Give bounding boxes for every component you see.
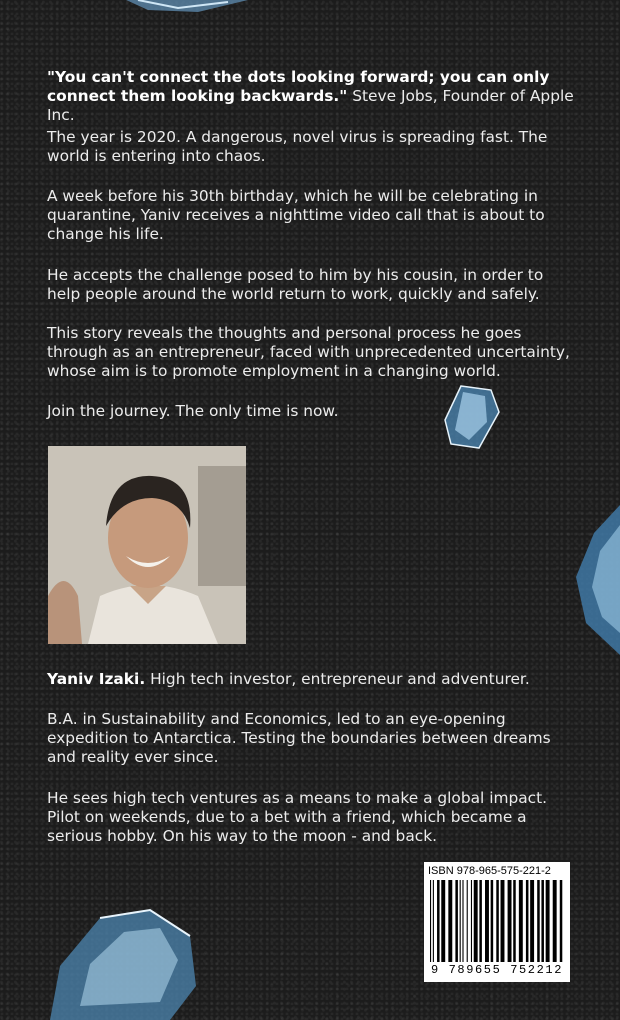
- barcode-bar: [479, 880, 482, 962]
- barcode-bar: [485, 880, 489, 962]
- author-photo: [48, 446, 246, 644]
- barcode-bar: [530, 880, 534, 962]
- barcode-bar: [474, 880, 478, 962]
- blurb-paragraph: A week before his 30th birthday, which he will be celebrating in quarantine, Yaniv receives a nighttime video call that is about to change his life.: [47, 187, 545, 243]
- barcode-bar: [455, 880, 458, 962]
- barcode-bar: [467, 880, 468, 962]
- ice-crystal-top: [108, 0, 258, 22]
- barcode-bar: [462, 880, 463, 962]
- ice-crystal-bottom: [40, 906, 200, 1020]
- barcode-bar: [541, 880, 544, 962]
- isbn-barcode: [424, 862, 570, 982]
- quote-text: "You can't connect the dots looking forward; you can only connect them looking backwards.": [47, 68, 550, 105]
- blurb-paragraph: The year is 2020. A dangerous, novel virus is spreading fast. The world is entering into chaos.: [47, 128, 548, 165]
- barcode-bar: [519, 880, 523, 962]
- barcode-bar: [526, 880, 529, 962]
- barcode-bar: [553, 880, 557, 962]
- barcode-bar: [560, 880, 563, 962]
- blurb-paragraph: This story reveals the thoughts and personal process he goes through as an entrepreneur, faced with unprecedented uncertainty, whose aim is to promote employment in a changing world.: [47, 324, 570, 380]
- barcode-bar: [496, 880, 499, 962]
- ice-crystal-right: [572, 505, 620, 655]
- barcode-bar: [433, 880, 434, 962]
- author-intro: [47, 670, 577, 689]
- barcode-bar: [537, 880, 540, 962]
- barcode-bar: [430, 880, 431, 962]
- author-name: Yaniv Izaki.: [47, 670, 146, 688]
- isbn-label: ISBN 978-965-575-221-2: [428, 865, 551, 877]
- barcode-bar: [437, 880, 440, 962]
- barcode-bar: [448, 880, 452, 962]
- barcode-bar: [471, 880, 472, 962]
- author-tagline: High tech investor, entrepreneur and adventurer.: [150, 670, 530, 688]
- blurb-paragraph: He accepts the challenge posed to him by his cousin, in order to help people around the world return to work, quickly and safely.: [47, 266, 544, 303]
- blurb-paragraph: Join the journey. The only time is now.: [47, 402, 339, 420]
- author-bio-paragraph: He sees high tech ventures as a means to make a global impact. Pilot on weekends, due to a bet with a friend, which became a serious hobby. On his way to the moon - and back.: [47, 789, 548, 845]
- barcode-bar: [513, 880, 516, 962]
- barcode-bar: [491, 880, 494, 962]
- isbn-digits: 9 789655 752212: [430, 963, 564, 977]
- opening-quote: [47, 68, 577, 125]
- barcode-bar: [501, 880, 505, 962]
- barcode-bar: [508, 880, 512, 962]
- author-bio-paragraph: B.A. in Sustainability and Economics, led to an eye-opening expedition to Antarctica. Testing the boundaries between dreams and reality ever since.: [47, 710, 551, 766]
- barcode-bars: [430, 880, 564, 964]
- barcode-bar: [460, 880, 461, 962]
- quote-attribution: Steve Jobs, Founder of Apple Inc.: [47, 87, 574, 124]
- barcode-bar: [546, 880, 550, 962]
- barcode-bar: [441, 880, 445, 962]
